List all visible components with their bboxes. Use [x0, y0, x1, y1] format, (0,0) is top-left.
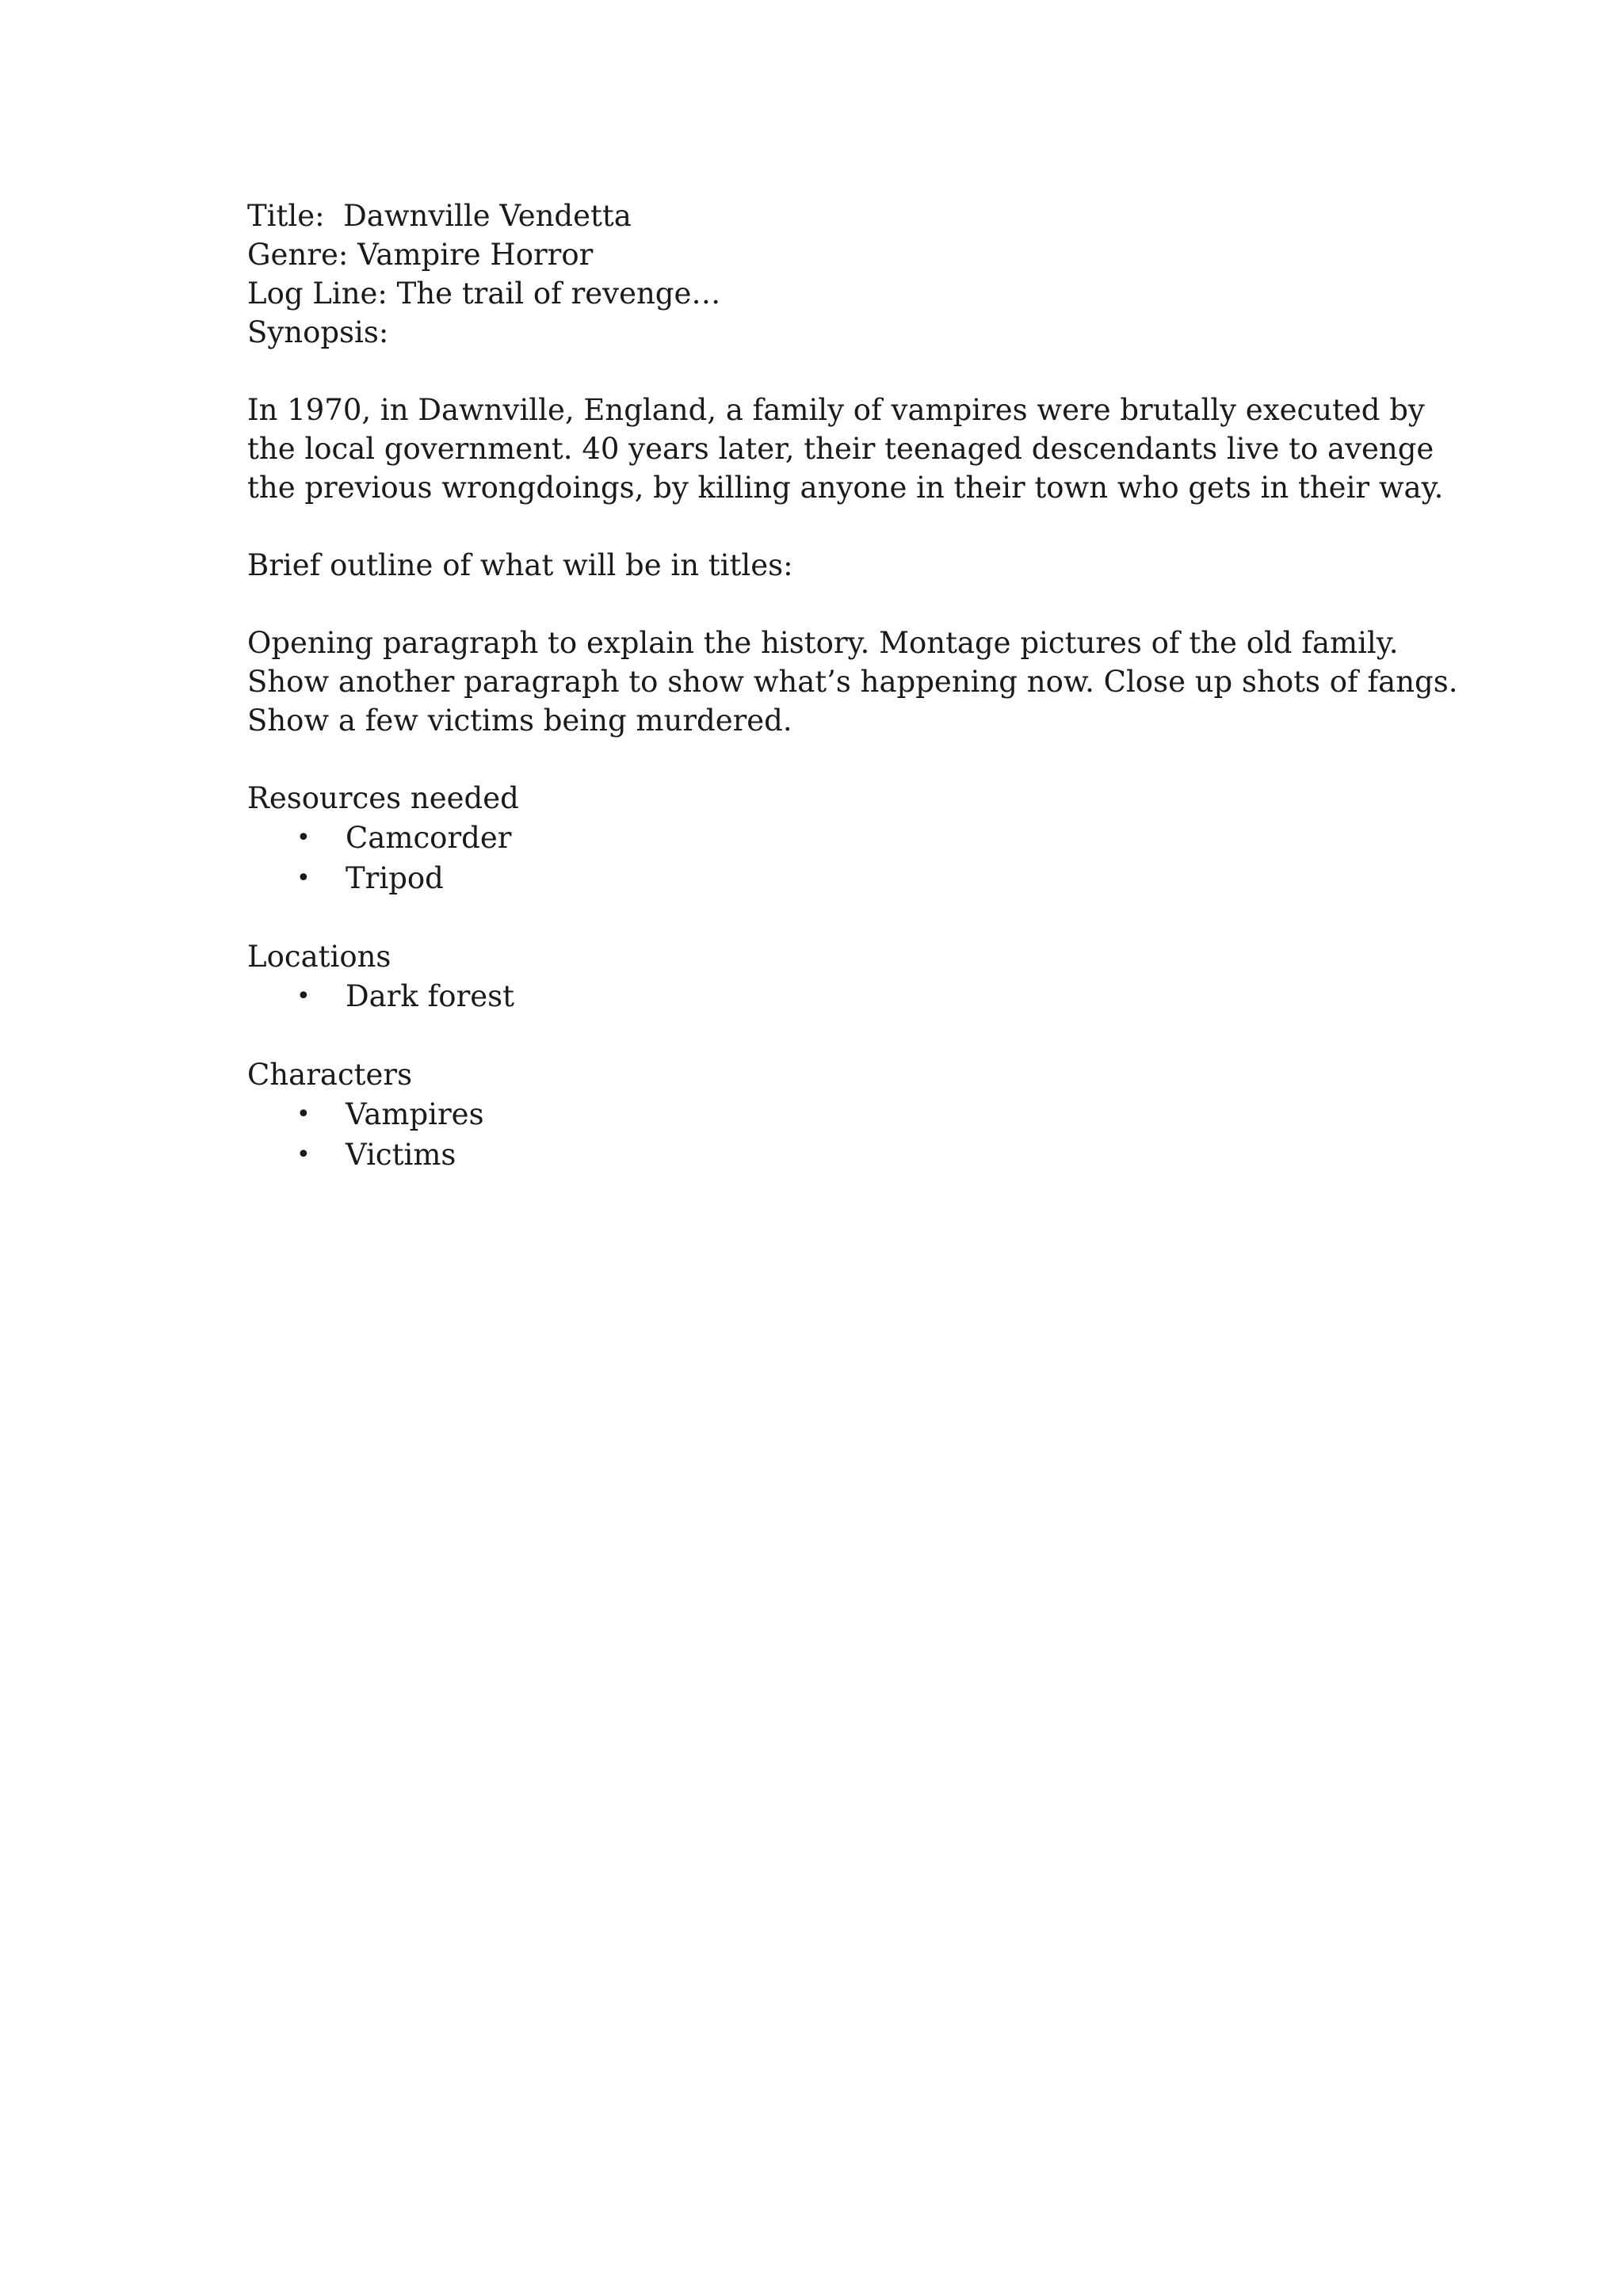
spacer [247, 585, 1420, 624]
list-item [247, 1094, 1420, 1135]
title-line: Title: Dawnville Vendetta [247, 199, 632, 233]
characters-heading: Characters [247, 1058, 413, 1092]
list-item [247, 1135, 1420, 1175]
list-item [247, 976, 1420, 1016]
document-body [247, 196, 1458, 1175]
list-item-label: Camcorder [346, 821, 512, 855]
logline-line: Log Line: The trail of revenge… [247, 277, 721, 311]
synopsis-line: In 1970, in Dawnville, England, a family of vampires were brutally executed by [247, 393, 1425, 427]
outline-line: Show a few victims being murdered. [247, 704, 792, 738]
outline-heading: Brief outline of what will be in titles: [247, 548, 793, 582]
locations-heading: Locations [247, 940, 391, 974]
list-item-label: Tripod [346, 861, 444, 895]
synopsis-label: Synopsis: [247, 315, 389, 349]
resources-heading: Resources needed [247, 781, 519, 815]
synopsis-paragraph [247, 391, 1444, 507]
list-item-label: Dark forest [346, 979, 515, 1013]
spacer [247, 507, 1420, 546]
genre-line: Genre: Vampire Horror [247, 238, 594, 272]
spacer [247, 1016, 1420, 1055]
bullet-icon: • [296, 1100, 311, 1128]
synopsis-line: the local government. 40 years later, their teenaged descendants live to avenge [247, 432, 1434, 466]
list-item [247, 858, 1420, 898]
outline-paragraph [247, 624, 1458, 740]
characters-list [247, 1094, 1420, 1175]
bullet-icon: • [296, 982, 311, 1010]
outline-line: Show another paragraph to show what’s happening now. Close up shots of fangs. [247, 665, 1458, 699]
list-item-label: Victims [346, 1138, 456, 1172]
bullet-icon: • [296, 1141, 311, 1169]
spacer [247, 898, 1420, 937]
bullet-icon: • [296, 864, 311, 892]
resources-list [247, 818, 1420, 898]
spacer [247, 352, 1420, 391]
synopsis-line: the previous wrongdoings, by killing anyone in their town who gets in their way. [247, 471, 1444, 505]
spacer [247, 740, 1420, 779]
list-item-label: Vampires [346, 1097, 484, 1131]
list-item [247, 818, 1420, 858]
outline-line: Opening paragraph to explain the history. Montage pictures of the old family. [247, 626, 1399, 660]
bullet-icon: • [296, 824, 311, 852]
locations-list [247, 976, 1420, 1016]
